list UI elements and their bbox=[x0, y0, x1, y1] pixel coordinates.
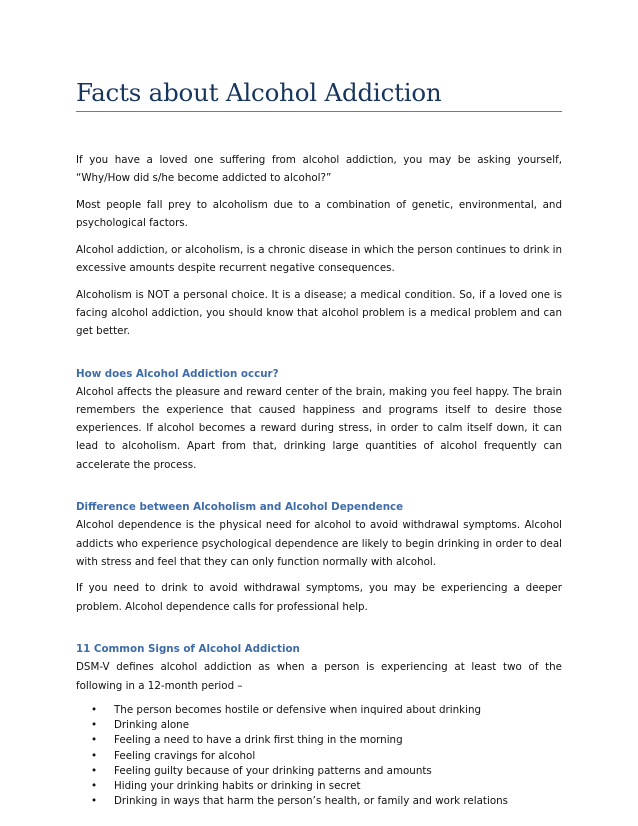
list-item-text: Feeling guilty because of your drinking patterns and amounts bbox=[114, 764, 432, 777]
section-spacer bbox=[76, 349, 562, 365]
list-item-text: Hiding your drinking habits or drinking in secret bbox=[114, 779, 361, 792]
bullet-icon: • bbox=[91, 764, 98, 777]
bullet-icon: • bbox=[91, 779, 98, 792]
bullet-icon: • bbox=[91, 734, 98, 747]
list-item bbox=[76, 733, 562, 748]
intro-paragraph: Most people fall prey to alcoholism due to a combination of genetic, environmental, and psychological factors. bbox=[76, 198, 562, 230]
list-item bbox=[76, 718, 562, 733]
list-item-text: Drinking alone bbox=[114, 719, 190, 732]
title-underline bbox=[76, 111, 562, 112]
intro-paragraph: Alcohol addiction, or alcoholism, is a chronic disease in which the person continues to drink in excessive amounts despite recurrent negative consequences. bbox=[76, 243, 562, 275]
list-item bbox=[76, 794, 562, 809]
signs-list bbox=[76, 703, 562, 809]
section-spacer bbox=[76, 482, 562, 498]
list-item-text: The person becomes hostile or defensive when inquired about drinking bbox=[114, 704, 482, 717]
section-paragraph: Alcohol dependence is the physical need for alcohol to avoid withdrawal symptoms. Alcohol addicts who experience psychological dependence are likely to begin drinking in order to deal with stress and feel that they can only function normally with alcohol. bbox=[76, 519, 562, 568]
page-title: Facts about Alcohol Addiction bbox=[76, 78, 442, 107]
intro-paragraph: If you have a loved one suffering from alcohol addiction, you may be asking yourself, “Why/How did s/he become addicted to alcohol?” bbox=[76, 154, 562, 185]
bullet-icon: • bbox=[91, 704, 98, 717]
section-heading-signs: 11 Common Signs of Alcohol Addiction bbox=[76, 643, 300, 656]
section-paragraph: Alcohol affects the pleasure and reward center of the brain, making you feel happy. The brain remembers the experience that caused happiness and programs itself to desire those experiences. If alcohol becomes a reward during stress, in order to calm itself down, it can lead to alcoholism. Apart from that, drinking large quantities of alcohol frequently can accelerate the process. bbox=[76, 385, 562, 471]
list-item-text: Feeling a need to have a drink first thing in the morning bbox=[114, 734, 403, 747]
bullet-icon: • bbox=[91, 719, 98, 732]
intro-paragraph: Alcoholism is NOT a personal choice. It is a disease; a medical condition. So, if a loved one is facing alcohol addiction, you should know that alcohol problem is a medical problem and can get better. bbox=[76, 288, 562, 338]
section-spacer bbox=[76, 624, 562, 640]
section-paragraph: If you need to drink to avoid withdrawal symptoms, you may be experiencing a deeper problem. Alcohol dependence calls for professional help. bbox=[76, 582, 562, 613]
list-item-text: Drinking in ways that harm the person’s health, or family and work relations bbox=[114, 794, 509, 807]
list-item bbox=[76, 749, 562, 764]
list-item bbox=[76, 703, 562, 718]
list-item-text: Feeling cravings for alcohol bbox=[114, 749, 256, 762]
section-heading-difference: Difference between Alcoholism and Alcohol Dependence bbox=[76, 501, 404, 514]
document-body bbox=[76, 151, 562, 809]
list-item bbox=[76, 764, 562, 779]
bullet-icon: • bbox=[91, 794, 98, 807]
section-paragraph: DSM-V defines alcohol addiction as when a person is experiencing at least two of the following in a 12-month period – bbox=[76, 661, 562, 692]
section-heading-occurrence: How does Alcohol Addiction occur? bbox=[76, 367, 279, 380]
bullet-icon: • bbox=[91, 749, 98, 762]
list-item bbox=[76, 779, 562, 794]
